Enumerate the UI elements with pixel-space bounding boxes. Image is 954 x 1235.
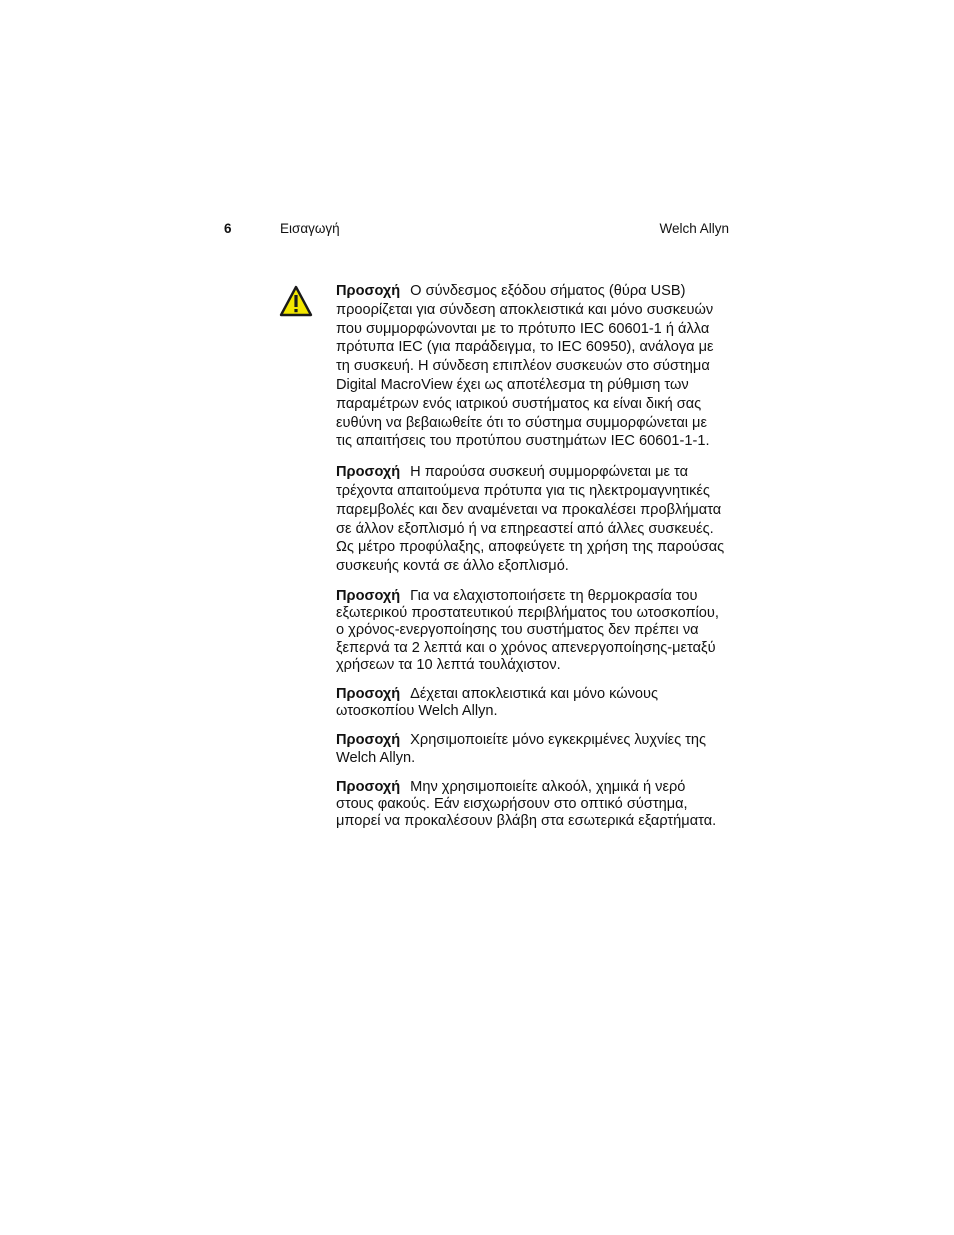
caution-label: Προσοχή (336, 732, 401, 749)
page-header (224, 220, 729, 240)
caution-label: Προσοχή (336, 587, 401, 604)
caution-text: Η παρούσα συσκευή συμμορφώνεται με τα τρέχοντα απαιτούμενα πρότυπα για τις ηλεκτρομαγνητικές παρεμβολές και δεν αναμένεται να προκαλέσει προβλήματα σε άλλον εξοπλισμό ή να επηρεαστεί από άλλες συσκευές. Ως μέτρο προφύλαξης, αποφεύγετε τη χρήση της παρούσας συσκευής κοντά σε άλλο εξοπλισμό. (336, 464, 725, 575)
brand-name: Welch Allyn (659, 221, 729, 236)
cautions-list (336, 282, 726, 842)
caution-emc (336, 463, 726, 576)
caution-temperature (336, 588, 726, 674)
caution-text: Μην χρησιμοποιείτε αλκοόλ, χημικά ή νερό στους φακούς. Εάν εισχωρήσουν στο οπτικό σύστημα, μπορεί να προκαλέσουν βλάβη στα εσωτερικά εξαρτήματα. (336, 778, 717, 830)
caution-label: Προσοχή (336, 685, 401, 702)
caution-label: Προσοχή (336, 778, 401, 795)
caution-label: Προσοχή (336, 464, 401, 481)
caution-text: Δέχεται αποκλειστικά και μόνο κώνους ωτοσκοπίου Welch Allyn. (336, 685, 659, 720)
caution-text: Χρησιμοποιείτε μόνο εγκεκριμένες λυχνίες της Welch Allyn. (336, 732, 707, 766)
caution-text: Για να ελαχιστοποιήσετε τη θερμοκρασία του εξωτερικού προστατευτικού περιβλήματος του ωτοσκοπίου, ο χρόνος-ενεργοποίησης του συστήματος δεν πρέπει να ξεπερνά τα 2 λεπτά και ο χρόνος απενεργοποίησης-μεταξύ χρήσεων τα 10 λεπτά τουλάχιστον. (336, 587, 719, 673)
section-title: Εισαγωγή (280, 221, 340, 236)
warning-triangle-icon (279, 285, 313, 317)
caution-lens-cleaning (336, 779, 726, 831)
caution-label: Προσοχή (336, 283, 401, 299)
caution-lamps (336, 732, 726, 766)
page-number: 6 (224, 221, 232, 236)
caution-specula (336, 686, 726, 720)
caution-usb-connection (336, 282, 726, 451)
caution-text: Ο σύνδεσμος εξόδου σήματος (θύρα USB) προορίζεται για σύνδεση αποκλειστικά και μόνο συσκευών που συμμορφώνονται με το πρότυπο IEC 60601-1 ή άλλα πρότυπα IEC (για παράδειγμα, το IEC 60950), ανάλογα με τη συσκευή. Η σύνδεση επιπλέον συσκευών στο σύστημα Digital MacroView έχει ως αποτέλεσμα τη ρύθμιση των παραμέτρων ενός ιατρικού συστήματος κα είναι δική σας ευθύνη να βεβαιωθείτε ότι το σύστημα συμμορφώνεται με τις απαιτήσεις του προτύπου συστημάτων IEC 60601-1-1. (336, 283, 714, 450)
